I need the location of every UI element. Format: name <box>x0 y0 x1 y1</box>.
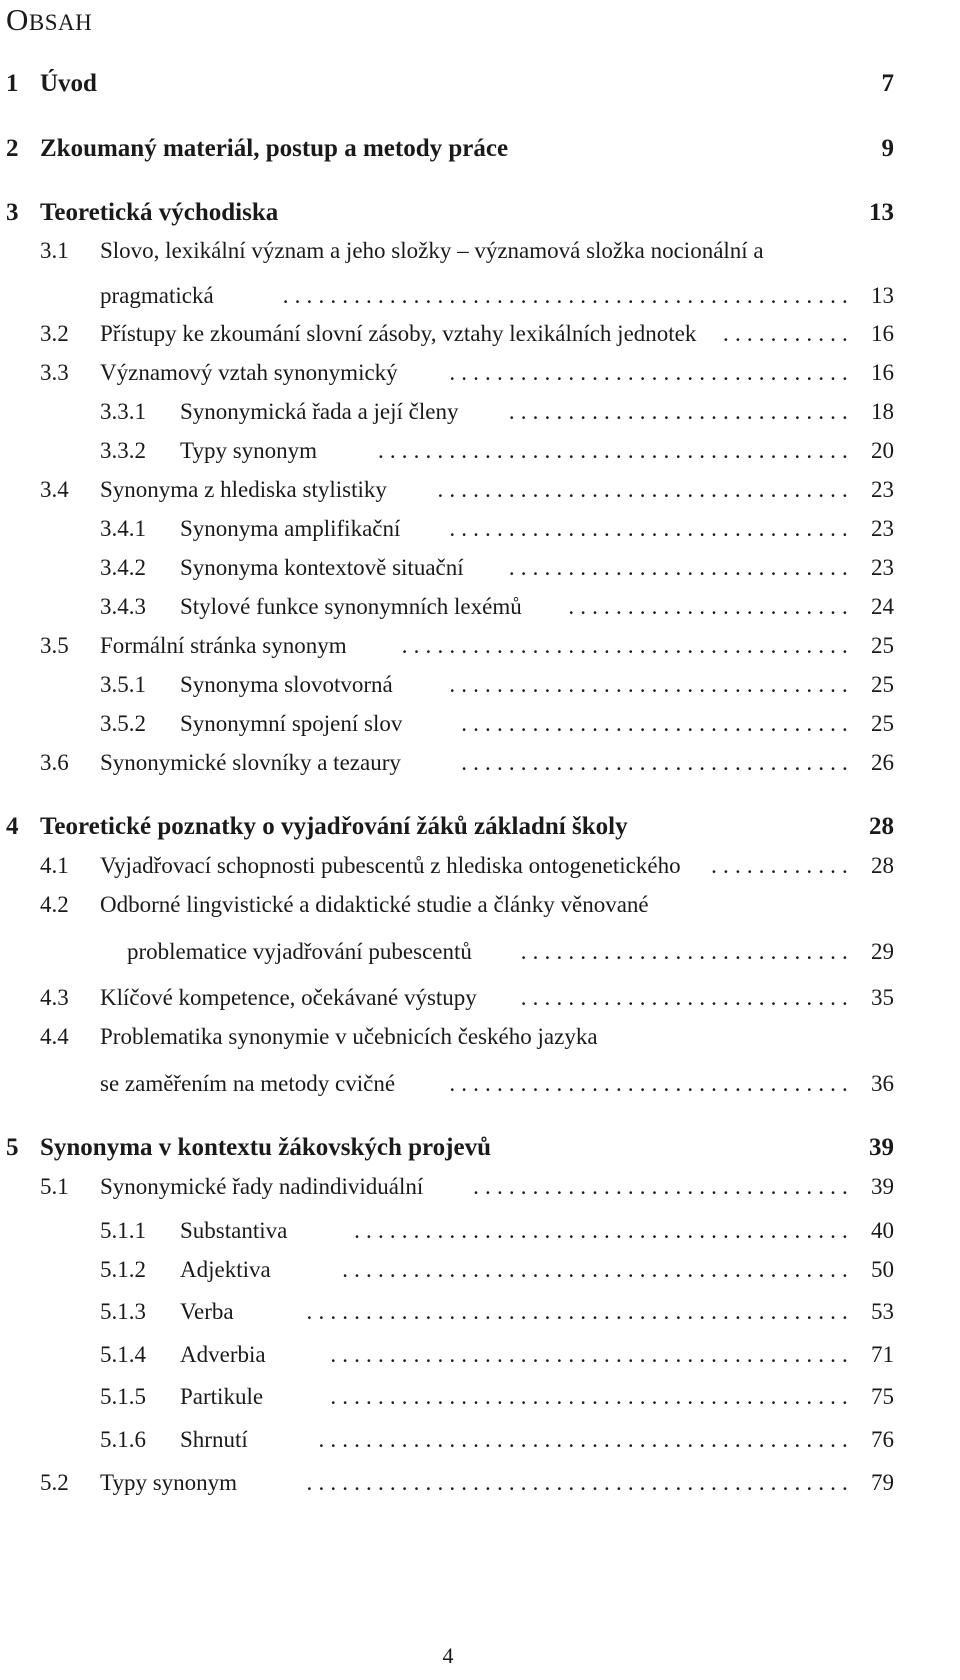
toc-entry[interactable] <box>0 64 960 104</box>
title-rest: BSAH <box>28 10 93 35</box>
toc-entry[interactable] <box>0 1211 960 1251</box>
toc-entry-number: 5.1 <box>40 1174 69 1199</box>
toc-entry-title: Verba <box>180 1292 240 1332</box>
toc-leader-dots: . . . . . . . . . . . . . . . . . . . . . . . . . . . . . . . . . . . . . . . . . . . . . <box>254 1420 848 1460</box>
toc-entry-title: Teoretická východiska <box>40 193 284 233</box>
toc-leader-dots: . . . . . . . . . . . . . . . . . . . . . . . . . . . . . . . . . . . . . . . . . . . . . . <box>240 1292 848 1332</box>
toc-leader-dots: . . . . . . . . . . . . . . . . . . . . . . . . . . . . . . . . . . . . . . . . . . . <box>277 1250 848 1290</box>
toc-entry-title: Klíčové kompetence, očekávané výstupy <box>100 978 483 1018</box>
toc-entry-page: 7 <box>881 70 894 97</box>
toc-entry-number: 4.1 <box>40 853 69 878</box>
toc-leader-dots: . . . . . . . . . . . . . . . . . . . . . . . . . . . . . <box>464 392 848 432</box>
toc-entry-number: 5.1.1 <box>100 1218 146 1243</box>
toc-entry-page: 79 <box>871 1470 894 1495</box>
toc-entry-page: 25 <box>871 672 894 697</box>
toc-leader-dots: . . . . . . . . . . . . . . . . . . . . . . . . . . . . . . . . . . . . . . . . . . <box>293 1211 848 1251</box>
toc-entry-number: 4.3 <box>40 985 69 1010</box>
toc-entry[interactable] <box>0 129 960 169</box>
toc-entry[interactable] <box>0 1463 960 1503</box>
toc-entry[interactable] <box>0 807 960 847</box>
toc-entry-title: Synonyma amplifikační <box>180 509 406 549</box>
toc-entry-title: Významový vztah synonymický <box>100 353 404 393</box>
toc-leader-dots: . . . . . . . . . . . . . . . . . . . . . . . . . . . . . . . . . . . . . . <box>353 626 848 666</box>
toc-entry-number: 5.1.2 <box>100 1257 146 1282</box>
toc-entry-title: Synonyma z hlediska stylistiky <box>100 470 393 510</box>
toc-entry[interactable] <box>0 314 960 354</box>
toc-entry[interactable] <box>0 1250 960 1290</box>
toc-leader-dots: . . . . . . . . . . . . . . . . . . . . . . . . . . . . <box>483 978 848 1018</box>
toc-entry-title: Typy synonym <box>180 431 323 471</box>
toc-entry-number: 3.3.1 <box>100 399 146 424</box>
toc-entry-page: 35 <box>871 985 894 1010</box>
toc-entry-number: 3.2 <box>40 321 69 346</box>
toc-entry-page: 50 <box>871 1257 894 1282</box>
toc-entry[interactable] <box>0 276 960 316</box>
title-initial: O <box>6 2 29 37</box>
page-number: 4 <box>442 1643 454 1668</box>
toc-entry[interactable] <box>0 509 960 549</box>
toc-entry-page: 36 <box>871 1071 894 1096</box>
toc-entry-title: Synonymické slovníky a tezaury <box>100 743 407 783</box>
toc-entry[interactable] <box>0 1377 960 1417</box>
toc-leader-dots: . . . . . . . . . . . . . . . . . . . . . . . . . . . . . . . . . . . . . . . . . . . . <box>272 1335 848 1375</box>
toc-leader-dots: . . . . . . . . . . . . . . . . . . . . . . . . . . . . . . . . . . <box>406 509 848 549</box>
toc-leader-dots: . . . . . . . . . . . . <box>687 846 848 886</box>
toc-entry-page: 23 <box>871 555 894 580</box>
toc-entry-number: 3.5.2 <box>100 711 146 736</box>
toc-entry-number: 3 <box>6 199 19 226</box>
toc-entry-title: Slovo, lexikální význam a jeho složky – významová složka nocionální a <box>100 231 770 271</box>
toc-entry-page: 76 <box>871 1427 894 1452</box>
toc-entry-page: 16 <box>871 360 894 385</box>
toc-entry-number: 4.4 <box>40 1024 69 1049</box>
toc-entry[interactable] <box>0 846 960 886</box>
toc-leader-dots: . . . . . . . . . . . . . . . . . . . . . . . . . . . . . . . . . . <box>404 353 848 393</box>
page-title <box>6 0 92 43</box>
toc-entry-page: 26 <box>871 750 894 775</box>
toc-entry-title: Zkoumaný materiál, postup a metody práce <box>40 129 514 169</box>
toc-leader-dots: . . . . . . . . . . . . . . . . . . . . . . . . <box>528 587 848 627</box>
toc-entry-title: Adjektiva <box>180 1250 277 1290</box>
toc-entry-title: Typy synonym <box>100 1463 243 1503</box>
toc-entry[interactable] <box>0 665 960 705</box>
toc-entry[interactable] <box>0 1167 960 1207</box>
toc-entry-page: 39 <box>869 1134 894 1161</box>
toc-entry-number: 5.1.3 <box>100 1299 146 1324</box>
toc-entry-number: 5.1.5 <box>100 1384 146 1409</box>
toc-entry-page: 13 <box>869 199 894 226</box>
toc-entry-title: Synonymní spojení slov <box>180 704 408 744</box>
toc-entry-title: Substantiva <box>180 1211 293 1251</box>
toc-leader-dots: . . . . . . . . . . . . . . . . . . . . . . . . . . . . . . . . . . . . . . . . . . . . <box>269 1377 848 1417</box>
toc-entry-page: 23 <box>871 477 894 502</box>
toc-entry-number: 4.2 <box>40 892 69 917</box>
toc-entry[interactable] <box>0 885 960 925</box>
toc-leader-dots: . . . . . . . . . . . . . . . . . . . . . . . . . . . . . . . . . . <box>401 1064 848 1104</box>
toc-leader-dots: . . . . . . . . . . . . . . . . . . . . . . . . . . . . <box>478 932 848 972</box>
toc-leader-dots: . . . . . . . . . . . . . . . . . . . . . . . . . . . . . . . . . . . . . . . . . . . . . . <box>243 1463 848 1503</box>
toc-entry[interactable] <box>0 704 960 744</box>
toc-entry-title: Partikule <box>180 1377 269 1417</box>
toc-entry-number: 1 <box>6 70 19 97</box>
toc-entry-number: 3.3 <box>40 360 69 385</box>
toc-entry-number: 5 <box>6 1134 19 1161</box>
toc-entry-page: 39 <box>871 1174 894 1199</box>
toc-entry-page: 24 <box>871 594 894 619</box>
toc-entry-title: pragmatická <box>100 276 220 316</box>
toc-entry-title: Synonyma slovotvorná <box>180 665 399 705</box>
toc-leader-dots: . . . . . . . . . . . . . . . . . . . . . . . . . . . . . . . . <box>429 1167 848 1207</box>
toc-leader-dots: . . . . . . . . . . . . . . . . . . . . . . . . . . . . . . . . . . . . . . . . . . . . . . . . <box>220 276 848 316</box>
toc-leader-dots: . . . . . . . . . . . . . . . . . . . . . . . . . . . . . . . . . . <box>399 665 848 705</box>
toc-leader-dots: . . . . . . . . . . . <box>702 314 848 354</box>
toc-leader-dots: . . . . . . . . . . . . . . . . . . . . . . . . . . . . . . . . . . . . . . . . <box>323 431 848 471</box>
toc-entry[interactable] <box>0 392 960 432</box>
toc-entry-page: 28 <box>869 813 894 840</box>
toc-entry-title: Adverbia <box>180 1335 272 1375</box>
toc-entry[interactable] <box>0 1420 960 1460</box>
toc-entry[interactable] <box>0 1064 960 1104</box>
toc-entry[interactable] <box>0 548 960 588</box>
toc-entry-page: 28 <box>871 853 894 878</box>
toc-entry-title: Úvod <box>40 64 103 104</box>
toc-entry-page: 20 <box>871 438 894 463</box>
toc-entry-title: Synonymická řada a její členy <box>180 392 464 432</box>
toc-entry-number: 5.2 <box>40 1470 69 1495</box>
toc-entry-title: se zaměřením na metody cvičné <box>100 1064 401 1104</box>
toc-entry-number: 5.1.6 <box>100 1427 146 1452</box>
toc-entry-number: 3.1 <box>40 238 69 263</box>
toc-entry-number: 3.4 <box>40 477 69 502</box>
toc-entry-page: 53 <box>871 1299 894 1324</box>
toc-entry-page: 75 <box>871 1384 894 1409</box>
toc-entry-title: Synonyma kontextově situační <box>180 548 470 588</box>
toc-entry-page: 23 <box>871 516 894 541</box>
toc-leader-dots: . . . . . . . . . . . . . . . . . . . . . . . . . . . . . . . . . <box>407 743 848 783</box>
toc-entry[interactable] <box>0 932 960 972</box>
toc-entry-page: 71 <box>871 1342 894 1367</box>
toc-entry[interactable] <box>0 470 960 510</box>
toc-entry-number: 3.4.2 <box>100 555 146 580</box>
toc-entry-title: Přístupy ke zkoumání slovní zásoby, vztahy lexikálních jednotek <box>100 314 702 354</box>
toc-entry[interactable] <box>0 353 960 393</box>
toc-entry-number: 5.1.4 <box>100 1342 146 1367</box>
toc-entry-title: Teoretické poznatky o vyjadřování žáků základní školy <box>40 807 634 847</box>
toc-entry[interactable] <box>0 1292 960 1332</box>
toc-entry[interactable] <box>0 626 960 666</box>
toc-entry-page: 13 <box>871 283 894 308</box>
toc-entry[interactable] <box>0 743 960 783</box>
toc-entry[interactable] <box>0 431 960 471</box>
toc-entry-title: Odborné lingvistické a didaktické studie a články věnované <box>100 885 655 925</box>
toc-entry[interactable] <box>0 1017 960 1057</box>
toc-entry-title: Stylové funkce synonymních lexémů <box>180 587 528 627</box>
toc-entry-title: Vyjadřovací schopnosti pubescentů z hlediska ontogenetického <box>100 846 687 886</box>
toc-entry-number: 3.5.1 <box>100 672 146 697</box>
toc-entry-number: 2 <box>6 135 19 162</box>
toc-entry-page: 25 <box>871 711 894 736</box>
toc-entry-title: Synonyma v kontextu žákovských projevů <box>40 1128 497 1168</box>
toc-entry-page: 9 <box>881 135 894 162</box>
toc-entry-number: 3.4.1 <box>100 516 146 541</box>
toc-entry[interactable] <box>0 231 960 271</box>
toc-entry[interactable] <box>0 1335 960 1375</box>
toc-entry-page: 29 <box>871 939 894 964</box>
toc-entry-title: Synonymické řady nadindividuální <box>100 1167 429 1207</box>
toc-entry-title: problematice vyjadřování pubescentů <box>127 932 478 972</box>
toc-entry-number: 3.3.2 <box>100 438 146 463</box>
toc-entry-title: Shrnutí <box>180 1420 254 1460</box>
toc-entry-page: 25 <box>871 633 894 658</box>
toc-entry[interactable] <box>0 587 960 627</box>
toc-entry[interactable] <box>0 193 960 233</box>
toc-leader-dots: . . . . . . . . . . . . . . . . . . . . . . . . . . . . . . . . . <box>408 704 848 744</box>
toc-leader-dots: . . . . . . . . . . . . . . . . . . . . . . . . . . . . . <box>470 548 848 588</box>
toc-leader-dots: . . . . . . . . . . . . . . . . . . . . . . . . . . . . . . . . . . . <box>393 470 848 510</box>
toc-entry-number: 4 <box>6 813 19 840</box>
toc-entry[interactable] <box>0 1128 960 1168</box>
toc-entry-number: 3.5 <box>40 633 69 658</box>
toc-entry-title: Problematika synonymie v učebnicích českého jazyka <box>100 1017 604 1057</box>
toc-entry-number: 3.6 <box>40 750 69 775</box>
toc-entry-title: Formální stránka synonym <box>100 626 353 666</box>
toc-entry[interactable] <box>0 978 960 1018</box>
toc-entry-page: 16 <box>871 321 894 346</box>
toc-entry-page: 40 <box>871 1218 894 1243</box>
toc-entry-page: 18 <box>871 399 894 424</box>
toc-entry-number: 3.4.3 <box>100 594 146 619</box>
